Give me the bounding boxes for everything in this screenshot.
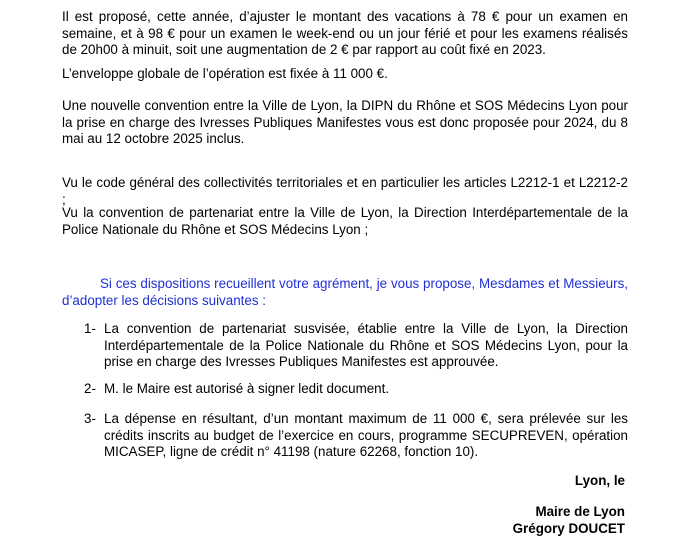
decision-number: 3- [84, 411, 96, 426]
paragraph-proposal [62, 276, 628, 309]
paragraph-vu-convention [62, 205, 628, 238]
paragraph-vu-code [62, 175, 628, 208]
paragraph-text: L’enveloppe globale de l’opération est fixée à 11 000 €. [62, 66, 388, 81]
decision-number: 1- [84, 321, 96, 336]
decision-text: La dépense en résultant, d’un montant maximum de 11 000 €, sera prélevée sur les crédits inscrits au budget de l’exercice en cours, programme SECUPREVEN, opération MICASEP, ligne de crédit n° 41198 (nature 62268, fonction 10). [104, 411, 628, 459]
paragraph-text: Si ces dispositions recueillent votre agrément, je vous propose, Mesdames et Messieurs, d’adopter les décisions suivantes : [62, 276, 628, 308]
decision-item-3 [84, 411, 628, 461]
paragraph-text: Vu la convention de partenariat entre la Ville de Lyon, la Direction Interdépartementale de la Police Nationale du Rhône et SOS Médecins Lyon ; [62, 205, 628, 237]
decision-item-1 [84, 321, 628, 371]
paragraph-text: Vu le code général des collectivités territoriales et en particulier les articles L2212-1 et L2212-2 ; [62, 175, 628, 207]
paragraph-budget [62, 66, 628, 83]
paragraph-vacations [62, 9, 628, 59]
decision-item-2 [84, 381, 628, 398]
signature-place: Lyon, le [574, 473, 625, 488]
signature-title: Maire de Lyon [535, 504, 625, 519]
decision-number: 2- [84, 381, 96, 396]
decision-text: M. le Maire est autorisé à signer ledit document. [104, 381, 390, 396]
signature-block [513, 503, 625, 537]
paragraph-convention [62, 98, 628, 148]
paragraph-text: Il est proposé, cette année, d’ajuster le montant des vacations à 78 € pour un examen en semaine, et à 98 € pour un examen le week-end ou un jour férié et pour les examens réalisés de 20h00 à minuit, soit une augmentation de 2 € par rapport au coût fixé en 2023. [62, 9, 628, 57]
decision-text: La convention de partenariat susvisée, établie entre la Ville de Lyon, la Direction Interdépartementale de la Police Nationale du Rhône et SOS Médecins Lyon, pour la prise en charge des Ivresses Publiques Manifestes est approuvée. [104, 321, 628, 369]
signature-name: Grégory DOUCET [512, 521, 625, 536]
paragraph-text: Une nouvelle convention entre la Ville de Lyon, la DIPN du Rhône et SOS Médecins Lyon pour la prise en charge des Ivresses Publiques Manifestes vous est donc proposée pour 2024, du 8 mai au 12 octobre 2025 inclus. [62, 98, 628, 146]
